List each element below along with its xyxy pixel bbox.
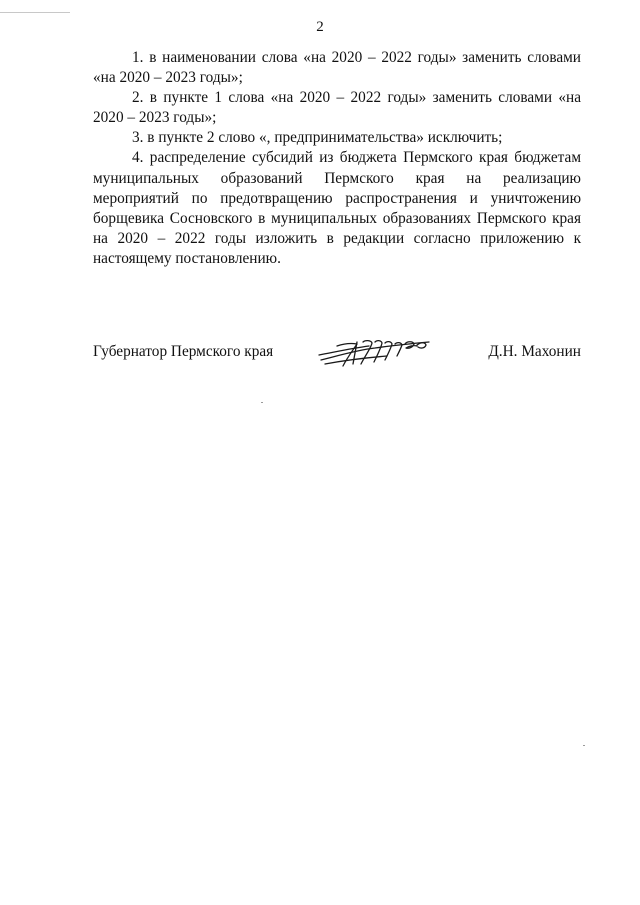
signature-block xyxy=(93,340,581,370)
signatory-position: Губернатор Пермского края xyxy=(93,343,274,360)
scan-speck xyxy=(261,402,263,403)
scan-corner-mark xyxy=(0,0,70,13)
page-number: 2 xyxy=(316,19,324,35)
paragraph-1: 1. в наименовании слова «на 2020 – 2022 годы» заменить словами «на 2020 – 2023 годы»; xyxy=(93,49,581,87)
handwritten-signature xyxy=(317,334,437,370)
paragraph-2: 2. в пункте 1 слова «на 2020 – 2022 годы» заменить словами «на 2020 – 2023 годы»; xyxy=(93,89,581,127)
paragraph-4: 4. распределение субсидий из бюджета Пермского края бюджетам муниципальных образований Пермского края на реализацию мероприятий по предотвращению распространения и уничтожению борщевика Сосновского в муниципальных образованиях Пермского края на 2020 – 2022 годы изложить в редакции согласно приложению к настоящему постановлению. xyxy=(93,149,581,267)
scan-speck xyxy=(583,745,585,746)
signatory-name: Д.Н. Махонин xyxy=(488,343,581,360)
document-body xyxy=(93,48,581,269)
paragraph-3: 3. в пункте 2 слово «, предпринимательства» исключить; xyxy=(132,129,503,147)
